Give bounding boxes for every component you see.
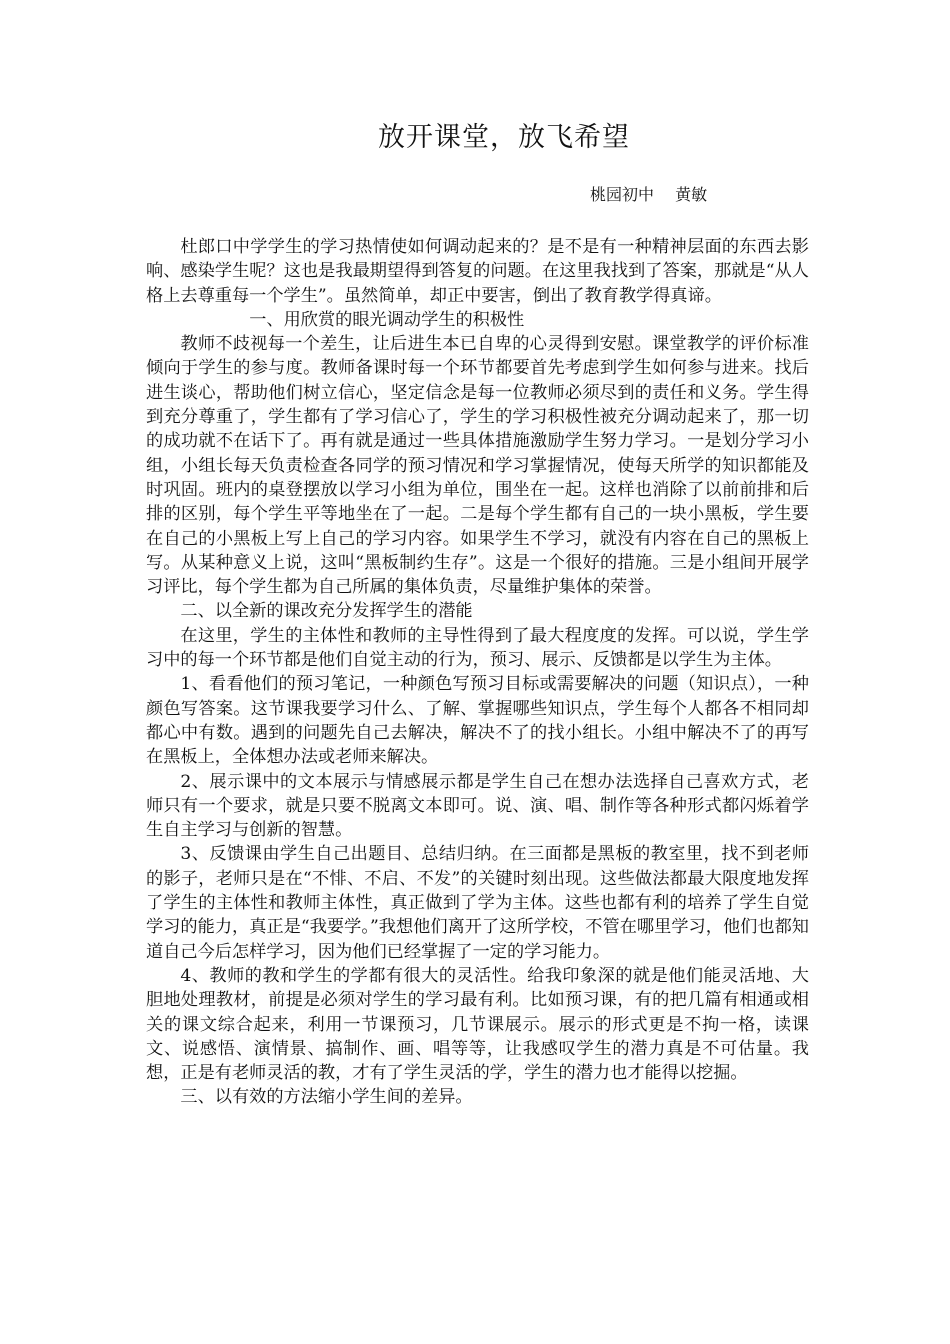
body-paragraph: 教师不歧视每一个差生，让后进生本已自卑的心灵得到安慰。课堂教学的评价标准倾向于学生的参与度。教师备课时每一个环节都要首先考虑到学生如何参与进来。找后进生谈心，帮助他们树立信心，坚定信念是每一位教师必须尽到的责任和义务。学生得到充分尊重了，学生都有了学习信心了，学生的学习积极性被充分调动起来了，那一切的成功就不在话下了。再有就是通过一些具体措施激励学生努力学习。一是划分学习小组，小组长每天负责检查各同学的预习情况和学习掌握情况，使每天所学的知识都能及时巩固。班内的桌登摆放以学习小组为单位，围坐在一起。这样也消除了以前前排和后排的区别，每个学生平等地坐在了一起。二是每个学生都有自己的一块小黑板，学生要在自己的小黑板上写上自己的学习内容。如果学生不学习，就没有内容在自己的黑板上写。从某种意义上说，这叫“黑板制约生存”。这是一个很好的措施。三是小组间开展学习评比，每个学生都为自己所属的集体负责，尽量维护集体的荣誉。 bbox=[146, 334, 809, 598]
body-paragraph: 在这里，学生的主体性和教师的主导性得到了最大程度度的发挥。可以说，学生学习中的每一个环节都是他们自觉主动的行为，预习、展示、反馈都是以学生为主体。 bbox=[146, 625, 809, 671]
section-heading-3: 三、以有效的方法缩小学生间的差异。 bbox=[180, 1087, 473, 1108]
author-line: 桃园初中 黄敏 bbox=[590, 185, 708, 204]
list-item-2: 2、展示课中的文本展示与情感展示都是学生自己在想办法选择自己喜欢方式，老师只有一个要求，就是只要不脱离文本即可。说、演、唱、制作等各种形式都闪烁着学生自主学习与创新的智慧。 bbox=[146, 771, 809, 841]
document-title: 放开课堂，放飞希望 bbox=[378, 122, 630, 153]
section-heading-2: 二、以全新的课改充分发挥学生的潜能 bbox=[180, 601, 473, 622]
section-heading-1: 一、用欣赏的眼光调动学生的积极性 bbox=[249, 309, 525, 330]
list-item-4: 4、教师的教和学生的学都有很大的灵活性。给我印象深的就是他们能灵活地、大胆地处理教材，前提是必须对学生的学习最有利。比如预习课，有的把几篇有相通或相关的课文综合起来，利用一节课预习，几节课展示。展示的形式更是不拘一格，读课文、说感悟、演情景、搞制作、画、唱等等，让我感叹学生的潜力真是不可估量。我想，正是有老师灵活的教，才有了学生灵活的学，学生的潜力也才能得以挖掘。 bbox=[146, 965, 809, 1084]
document-body bbox=[146, 235, 809, 1110]
list-item-3: 3、反馈课由学生自己出题目、总结归纳。在三面都是黑板的教室里，找不到老师的影子，老师只是在“不悱、不启、不发”的关键时刻出现。这些做法都最大限度地发挥了学生的主体性和教师主体性，真正做到了学为主体。这些也都有利的培养了学生自觉学习的能力，真正是“我要学。”我想他们离开了这所学校，不管在哪里学习，他们也都知道自己今后怎样学习，因为他们已经掌握了一定的学习能力。 bbox=[146, 844, 809, 962]
intro-paragraph: 杜郎口中学学生的学习热情使如何调动起来的？是不是有一种精神层面的东西去影响、感染学生呢？这也是我最期望得到答复的问题。在这里我找到了答案，那就是“从人格上去尊重每一个学生”。虽然简单，却正中要害，倒出了教育教学得真谛。 bbox=[146, 237, 809, 306]
list-item-1: 1、看看他们的预习笔记，一种颜色写预习目标或需要解决的问题（知识点），一种颜色写答案。这节课我要学习什么、了解、掌握哪些知识点，学生每个人都各不相同却都心中有数。遇到的问题先自己去解决，解决不了的找小组长。小组中解决不了的再写在黑板上，全体想办法或老师来解决。 bbox=[146, 674, 809, 768]
